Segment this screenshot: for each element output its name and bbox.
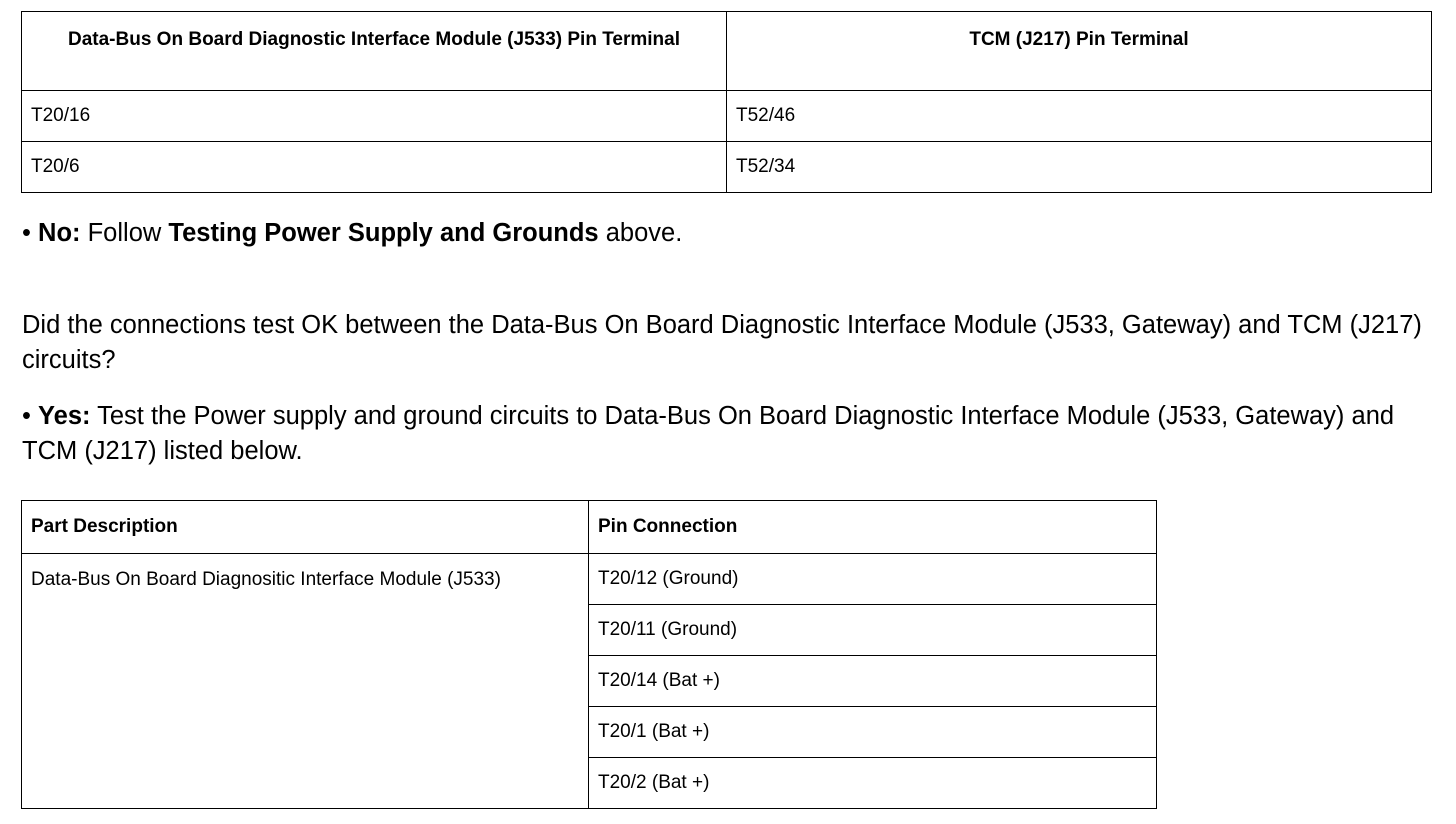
yes-instruction xyxy=(22,399,1422,469)
table-header-row xyxy=(22,501,1157,554)
table-row xyxy=(22,142,1432,193)
bullet: • xyxy=(22,219,31,247)
no-text-before: Follow xyxy=(87,219,162,247)
pin-connection-cell: T20/1 (Bat +) xyxy=(589,707,1157,758)
pin-connection-cell: T20/12 (Ground) xyxy=(589,554,1157,605)
no-text-after: above. xyxy=(605,219,683,247)
column-header-tcm-pin: TCM (J217) Pin Terminal xyxy=(727,12,1432,91)
yes-label: Yes: xyxy=(38,402,91,430)
table-cell: T52/34 xyxy=(727,142,1432,193)
no-label: No: xyxy=(38,219,81,247)
table-cell: T52/46 xyxy=(727,91,1432,142)
table-header-row xyxy=(22,12,1432,91)
part-description-cell: Data-Bus On Board Diagnositic Interface Module (J533) xyxy=(22,554,589,809)
bullet: • xyxy=(22,402,31,430)
pin-connection-cell: T20/14 (Bat +) xyxy=(589,656,1157,707)
table-cell: T20/16 xyxy=(22,91,727,142)
table-cell: T20/6 xyxy=(22,142,727,193)
pin-connection-cell: T20/11 (Ground) xyxy=(589,605,1157,656)
connection-test-question: Did the connections test OK between the Data-Bus On Board Diagnostic Interface Module (J533, Gateway) and TCM (J217) circuits? xyxy=(22,311,1422,374)
testing-power-supply-link-text: Testing Power Supply and Grounds xyxy=(168,219,599,247)
part-pin-connection-table xyxy=(21,500,1157,809)
table-row xyxy=(22,554,1157,605)
pin-terminal-table xyxy=(21,11,1432,193)
yes-text: Test the Power supply and ground circuits to Data-Bus On Board Diagnostic Interface Module (J533, Gateway) and TCM (J217) listed below. xyxy=(22,402,1395,465)
column-header-j533-pin: Data-Bus On Board Diagnostic Interface Module (J533) Pin Terminal xyxy=(22,12,727,91)
table-row xyxy=(22,91,1432,142)
no-instruction xyxy=(22,216,1422,251)
pin-connection-cell: T20/2 (Bat +) xyxy=(589,758,1157,809)
column-header-part-description: Part Description xyxy=(22,501,589,554)
column-header-pin-connection: Pin Connection xyxy=(589,501,1157,554)
